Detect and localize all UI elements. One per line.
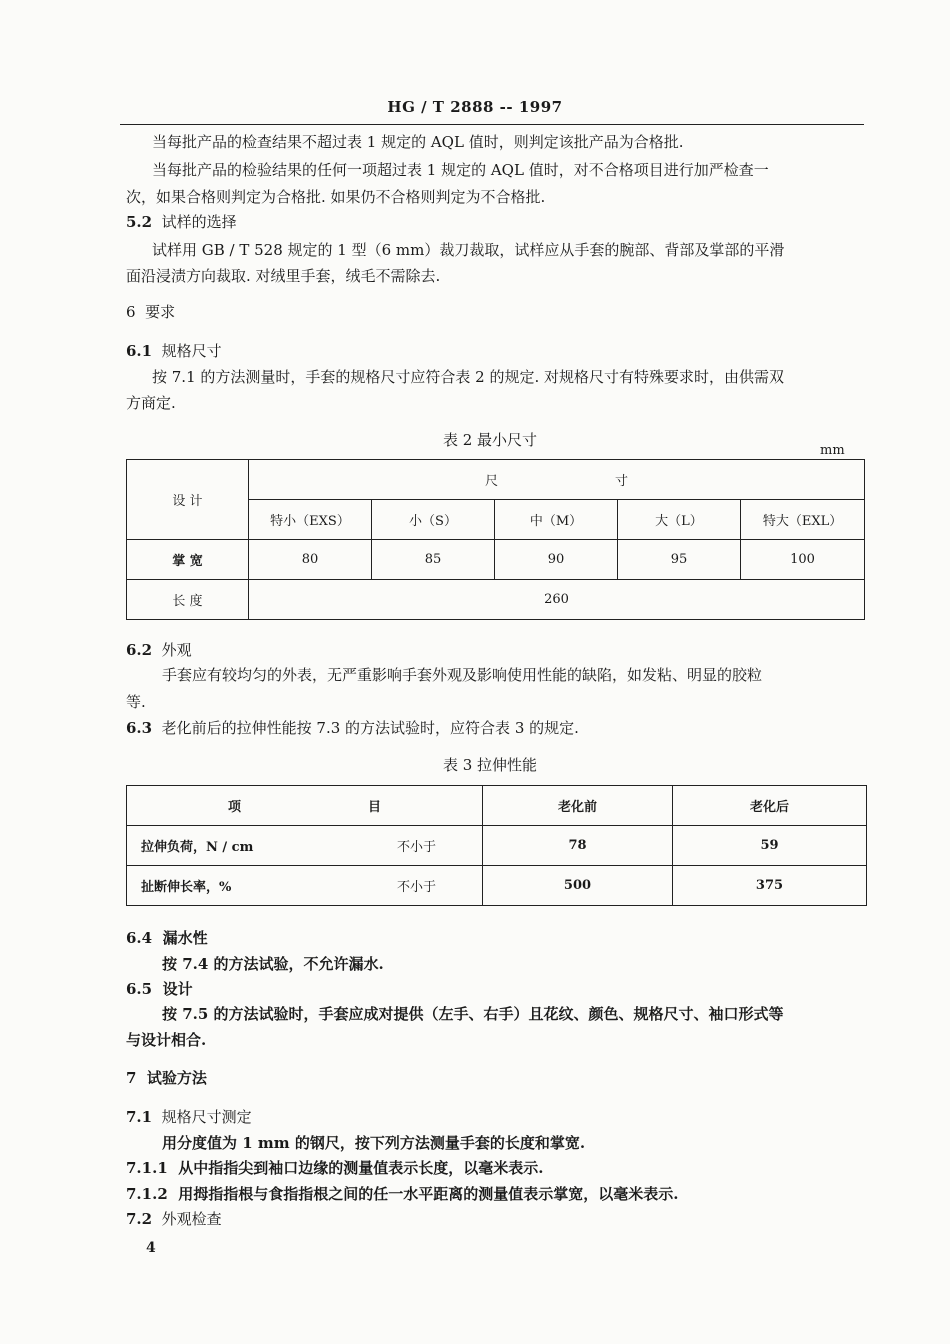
palm-width-s: 85: [372, 540, 495, 580]
size-exl: 特大（EXL）: [741, 500, 865, 540]
section-6-1-line-1: 按 7.1 的方法测量时，手套的规格尺寸应符合表 2 的规定. 对规格尺寸有特殊要求时，由供需双: [152, 368, 785, 386]
table-2: [126, 459, 865, 620]
tensile-load-after: 59: [673, 826, 867, 866]
table-3: [126, 785, 867, 906]
section-5-2-line-2: 面沿浸渍方向裁取. 对绒里手套，绒毛不需除去.: [126, 267, 441, 285]
section-6-1-line-2: 方商定.: [126, 394, 176, 412]
section-title: 外观: [161, 641, 192, 659]
size-l: 大（L）: [618, 500, 741, 540]
section-number: 7.2: [126, 1210, 153, 1228]
palm-width-l: 95: [618, 540, 741, 580]
section-number: 6.3: [126, 719, 153, 737]
item-header-right: 目: [367, 800, 381, 815]
section-7-1-2: [126, 1184, 678, 1204]
section-6-heading: [126, 302, 175, 322]
length-value: 260: [249, 580, 865, 620]
row-condition: 不小于: [396, 880, 436, 895]
section-number: 7.1: [126, 1108, 153, 1126]
section-number: 6: [126, 303, 136, 321]
size-s: 小（S）: [372, 500, 495, 540]
table-2-unit: mm: [820, 443, 845, 458]
section-7-1-heading: [126, 1107, 252, 1127]
section-text: 用拇指指根与食指指根之间的任一水平距离的测量值表示掌宽，以毫米表示.: [178, 1185, 679, 1203]
section-number: 7: [126, 1069, 137, 1087]
size-header-right: 寸: [615, 474, 629, 489]
section-6-5-heading: [126, 979, 193, 999]
header-rule: [120, 124, 864, 125]
page-number: 4: [146, 1240, 156, 1256]
section-title: 外观检查: [161, 1210, 222, 1228]
section-6-2-heading: [126, 640, 192, 660]
section-6-4-heading: [126, 928, 208, 948]
section-7-1-1: [126, 1158, 543, 1178]
size-exs: 特小（EXS）: [249, 500, 372, 540]
section-number: 6.1: [126, 342, 153, 360]
section-6-5-line-2: 与设计相合.: [126, 1031, 207, 1049]
palm-width-label: 掌 宽: [127, 540, 249, 580]
section-6-3: [126, 718, 579, 738]
section-number: 6.4: [126, 929, 153, 947]
section-title: 试验方法: [146, 1069, 207, 1087]
size-header: [249, 460, 865, 500]
section-5-2-line-1: 试样用 GB / T 528 规定的 1 型（6 mm）裁刀裁取，试样应从手套的腕部、背部及掌部的平滑: [152, 241, 785, 259]
row-name: 拉伸负荷，N / cm: [141, 840, 254, 855]
section-6-2-line-1: 手套应有较均匀的外表，无严重影响手套外观及影响使用性能的缺陷，如发粘、明显的胶粒: [162, 666, 763, 684]
row-condition: 不小于: [396, 840, 436, 855]
section-6-2-line-2: 等.: [126, 693, 146, 711]
elongation-before: 500: [483, 866, 673, 906]
row-name: 扯断伸长率，%: [141, 880, 232, 895]
section-7-heading: [126, 1068, 207, 1088]
section-6-4-text: 按 7.4 的方法试验，不允许漏水.: [162, 955, 384, 973]
section-number: 7.1.1: [126, 1159, 168, 1177]
section-number: 6.2: [126, 641, 153, 659]
intro-line-3: 次，如果合格则判定为合格批. 如果仍不合格则判定为不合格批.: [126, 188, 546, 206]
section-6-1-heading: [126, 341, 222, 361]
palm-width-exs: 80: [249, 540, 372, 580]
section-number: 7.1.2: [126, 1185, 168, 1203]
section-number: 5.2: [126, 213, 153, 231]
palm-width-exl: 100: [741, 540, 865, 580]
tensile-load-before: 78: [483, 826, 673, 866]
section-7-2-heading: [126, 1209, 222, 1229]
section-title: 规格尺寸: [161, 342, 222, 360]
table-2-caption: 表 2 最小尺寸: [442, 431, 538, 449]
item-header: [127, 786, 483, 826]
section-number: 6.5: [126, 980, 153, 998]
size-header-left: 尺: [485, 474, 499, 489]
intro-line-2: 当每批产品的检验结果的任何一项超过表 1 规定的 AQL 值时，对不合格项目进行加严检查一: [152, 161, 769, 179]
page-header: HG / T 2888 -- 1997: [387, 98, 563, 116]
elongation-after: 375: [673, 866, 867, 906]
elongation-row-label: [127, 866, 483, 906]
section-6-5-line-1: 按 7.5 的方法试验时，手套应成对提供（左手、右手）且花纹、颜色、规格尺寸、袖口形式等: [162, 1005, 784, 1023]
section-title: 要求: [145, 303, 176, 321]
before-aging-header: 老化前: [483, 786, 673, 826]
table-3-caption: 表 3 拉伸性能: [442, 756, 538, 774]
section-7-1-text: 用分度值为 1 mm 的钢尺，按下列方法测量手套的长度和掌宽.: [162, 1134, 586, 1152]
design-header: 设 计: [127, 460, 249, 540]
section-title: 漏水性: [162, 929, 208, 947]
length-label: 长 度: [127, 580, 249, 620]
section-5-2-heading: [126, 212, 237, 232]
intro-line-1: 当每批产品的检查结果不超过表 1 规定的 AQL 值时，则判定该批产品为合格批.: [152, 133, 684, 151]
section-text: 从中指指尖到袖口边缘的测量值表示长度，以毫米表示.: [178, 1159, 544, 1177]
section-text: 老化前后的拉伸性能按 7.3 的方法试验时，应符合表 3 的规定.: [161, 719, 579, 737]
after-aging-header: 老化后: [673, 786, 867, 826]
tensile-load-row-label: [127, 826, 483, 866]
section-title: 规格尺寸测定: [161, 1108, 252, 1126]
section-title: 试样的选择: [161, 213, 237, 231]
palm-width-m: 90: [495, 540, 618, 580]
size-m: 中（M）: [495, 500, 618, 540]
item-header-left: 项: [227, 800, 241, 815]
section-title: 设计: [162, 980, 193, 998]
